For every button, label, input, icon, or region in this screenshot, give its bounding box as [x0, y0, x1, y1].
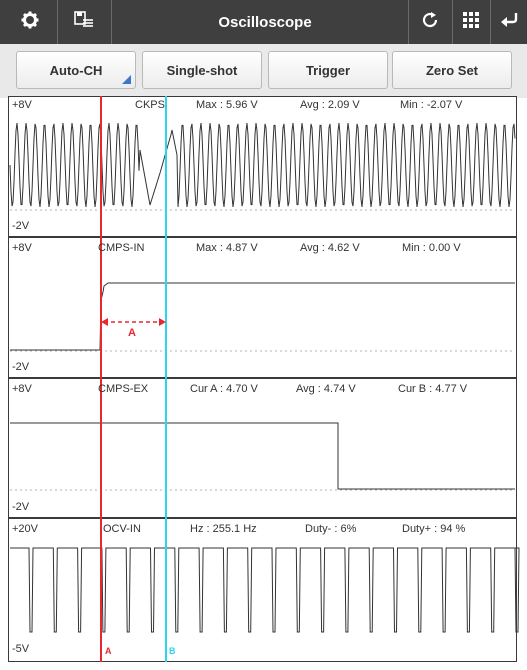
ch3-name: CMPS-EX — [98, 383, 149, 395]
ch2-min: Min : 0.00 V — [402, 242, 461, 254]
ch4-top-scale: +20V — [12, 523, 38, 535]
ch3-cur-b: Cur B : 4.77 V — [398, 383, 468, 395]
arrow-right-head — [159, 318, 166, 326]
ch2-top-scale: +8V — [12, 242, 32, 254]
cmps-ex-waveform — [10, 423, 515, 489]
auto-ch-label: Auto-CH — [49, 62, 103, 78]
page-title: Oscilloscope — [218, 13, 312, 31]
ch4-duty-minus: Duty- : 6% — [305, 523, 357, 535]
ch3-cur-a: Cur A : 4.70 V — [190, 383, 258, 395]
ch3-bottom-scale: -2V — [12, 501, 30, 513]
arrow-left-head — [101, 318, 108, 326]
ch3-avg: Avg : 4.74 V — [296, 383, 356, 395]
cmps-in-waveform — [10, 283, 515, 350]
cursor-b-marker[interactable]: B — [169, 646, 176, 656]
ch1-min: Min : -2.07 V — [400, 99, 463, 111]
ocv-in-waveform — [10, 548, 519, 632]
zero-set-label: Zero Set — [425, 62, 478, 78]
ch3-top-scale: +8V — [12, 383, 32, 395]
trigger-label: Trigger — [305, 62, 351, 78]
ch2-max: Max : 4.87 V — [196, 242, 258, 254]
ch2-bottom-scale: -2V — [12, 361, 30, 373]
ch2-avg: Avg : 4.62 V — [300, 242, 360, 254]
ch1-avg: Avg : 2.09 V — [300, 99, 360, 111]
cursor-a-marker[interactable]: A — [105, 646, 112, 656]
ch1-top-scale: +8V — [12, 99, 32, 111]
ch1-name: CKPS — [135, 99, 165, 111]
ch1-max: Max : 5.96 V — [196, 99, 258, 111]
single-shot-label: Single-shot — [166, 62, 238, 78]
ch4-duty-plus: Duty+ : 94 % — [402, 523, 466, 535]
cursor-delta-label: A — [128, 327, 136, 339]
ch1-bottom-scale: -2V — [12, 220, 30, 232]
ch4-name: OCV-IN — [103, 523, 141, 535]
ch2-name: CMPS-IN — [98, 242, 145, 254]
ch4-bottom-scale: -5V — [12, 643, 30, 655]
ckps-waveform — [10, 123, 515, 207]
ch4-hz: Hz : 255.1 Hz — [190, 523, 257, 535]
